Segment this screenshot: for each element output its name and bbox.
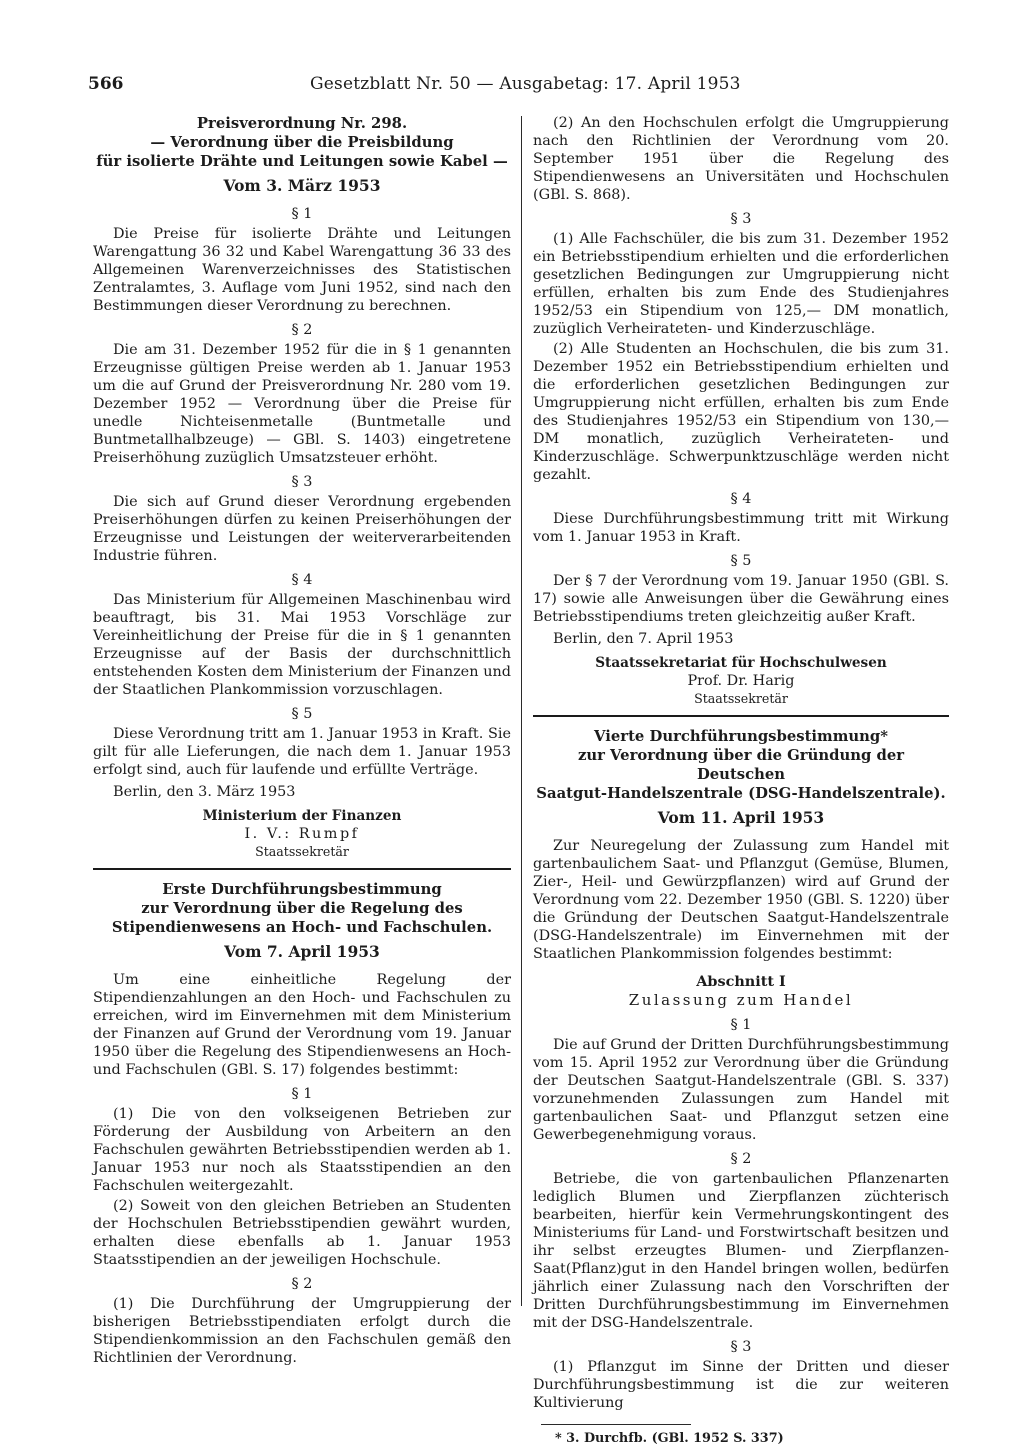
doc-title [533,727,949,803]
doc-title-line: zur Verordnung über die Regelung des [141,900,463,917]
signature-role: Staatssekretär [255,844,349,859]
section-text: (2) Alle Studenten an Hochschulen, die bis zum 31. Dezember 1952 ein Betriebsstipendium erhielten und die erforderlichen gesetzlichen Bedingungen zur Umgruppierung nicht erfüllen, erhalten bis zum Ende des Studienjahres 1952/53 ein Stipendium von 130,— DM monatlich, zuzüglich Verheirateten- und Kinderzuschläge. Schwerpunktzuschläge werden nicht gezahlt. [533,341,949,483]
doc-title [93,114,511,171]
section-label: § 1 [291,206,313,222]
chapter-title: Zulassung zum Handel [628,991,854,1009]
section-text: Die Preise für isolierte Drähte und Leitungen Warengattung 36 32 und Kabel Warengattung 36 33 des Allgemeinen Warenverzeichnisses des Statistischen Zentralamtes, 3. Auflage vom Juni 1952, sind nach den Bestimmungen dieser Verordnung zu berechnen. [93,226,511,314]
section-label: § 4 [291,572,313,588]
doc-date: Vom 7. April 1953 [224,942,380,961]
page-number: 566 [88,74,124,94]
doc-title [93,880,511,937]
right-column [533,114,949,1447]
doc-title-line: für isolierte Drähte und Leitungen sowie Kabel — [96,153,508,170]
section-text: Die am 31. Dezember 1952 für die in § 1 genannten Erzeugnisse gültigen Preise werden ab 1. Januar 1953 um die auf Grund der Preisverordnung Nr. 280 vom 19. Dezember 1952 — Verordnung über die Preise für unedle Nichteisenmetalle (Buntmetalle und Buntmetallhalbzeuge) — GBl. S. 1403) eingetretene Preiserhöhung zuzüglich Umsatzsteuer erhöht. [93,342,511,466]
running-head: Gesetzblatt Nr. 50 — Ausgabetag: 17. April 1953 [310,74,741,94]
stipend-regulation-part1 [93,880,511,1367]
doc-title-line: Preisverordnung Nr. 298. [196,115,408,132]
doc-title-line: Stipendienwesens an Hoch- und Fachschulen. [111,919,493,936]
doc-date: Vom 3. März 1953 [223,176,381,195]
place-date: Berlin, den 3. März 1953 [113,784,296,800]
section-label: § 2 [730,1151,752,1167]
preamble: Um eine einheitliche Regelung der Stipendienzahlungen an den Hoch- und Fachschulen zu erreichen, wird im Einvernehmen mit dem Ministerium der Finanzen auf Grund der Verordnung vom 19. Januar 1950 über die Regelung des Stipendienwesens an Hoch- und Fachschulen (GBl. S. 17) folgendes bestimmt: [93,972,511,1078]
signature-name: I. V.: Rumpf [244,826,360,842]
page-header [88,74,948,100]
section-text: (2) Soweit von den gleichen Betrieben an Studenten der Hochschulen Betriebsstipendien gewährt wurden, erhalten diese ebenfalls ab 1. Januar 1953 Staatsstipendien an der jeweiligen Hochschule. [93,1198,511,1268]
section-text: Das Ministerium für Allgemeinen Maschinenbau wird beauftragt, bis 31. Mai 1953 Vorschläge zur Vereinheitlichung der Preise für die in § 1 genannten Erzeugnisse auf der Basis der durchschnittlich entstehenden Kosten dem Ministerium der Finanzen und der Staatlichen Plankommission vorzuschlagen. [93,592,511,698]
section-text: Betriebe, die von gartenbaulichen Pflanzenarten lediglich Blumen und Zierpflanzen züchterisch bearbeiten, hierfür kein Vermehrungskontingent des Ministeriums für Land- und Forstwirtschaft besitzen und ihr selbst erzeugtes Blumen- und Zierpflanzen-Saat(Pflanz)gut in den Handel bringen wollen, bedürfen jährlich einer Zulassung nach den Vorschriften der Dritten Durchführungsbestimmung im Einvernehmen mit der DSG-Handelszentrale. [533,1171,949,1331]
section-text: Die sich auf Grund dieser Verordnung ergebenden Preiserhöhungen dürfen zu keinen Preiserhöhungen der Erzeugnisse und Leistungen der weiterverarbeitenden Industrie führen. [93,494,511,564]
signature-name: Prof. Dr. Harig [687,673,795,689]
signature-org: Ministerium der Finanzen [202,808,402,824]
place-date: Berlin, den 7. April 1953 [553,631,734,647]
section-text: (1) Alle Fachschüler, die bis zum 31. Dezember 1952 ein Betriebsstipendium erhielten und die erforderlichen gesetzlichen Bedingungen zur Umgruppierung nicht erfüllen, erhalten bis zum Ende des Studienjahres 1952/53 ein Stipendium von 125,— DM monatlich, zuzüglich Verheirateten- und Kinderzuschläge. [533,231,949,337]
column-divider [521,116,522,1306]
doc-title-line: zur Verordnung über die Gründung der Deutschen [577,747,905,783]
signature-role: Staatssekretär [694,691,788,706]
left-column [93,114,511,1367]
section-label: § 2 [291,1276,313,1292]
section-label: § 3 [291,474,313,490]
doc-title-line: Erste Durchführungsbestimmung [162,881,442,898]
doc-title-line: Saatgut-Handelszentrale (DSG-Handelszentrale). [536,785,946,802]
section-text: (2) An den Hochschulen erfolgt die Umgruppierung nach den Richtlinien der Verordnung vom 20. September 1951 über die Regelung des Stipendienwesens an Universitäten und Hochschulen (GBl. S. 868). [533,115,949,203]
doc-date: Vom 11. April 1953 [657,808,825,827]
section-text: Diese Durchführungsbestimmung tritt mit Wirkung vom 1. Januar 1953 in Kraft. [533,511,949,545]
document-separator [93,868,511,870]
section-label: § 3 [730,211,752,227]
section-label: § 2 [291,322,313,338]
section-text: Die auf Grund der Dritten Durchführungsbestimmung vom 15. April 1952 zur Verordnung über die Gründung der Deutschen Saatgut-Handelszentrale (GBl. S. 337) vorzunehmenden Zulassungen zum Handel mit gartenbaulichen Saat- und Pflanzgut setzen eine Gewerbegenehmigung voraus. [533,1037,949,1143]
doc-title-line: — Verordnung über die Preisbildung [150,134,454,151]
preamble: Zur Neuregelung der Zulassung zum Handel mit gartenbaulichem Saat- und Pflanzgut (Gemüse, Blumen, Zier-, Heil- und Gewürzpflanzen) wird auf Grund der Verordnung vom 22. Dezember 1950 (GBl. S. 1220) über die Gründung der Deutschen Saatgut-Handelszentrale (DSG-Handelszentrale) im Einvernehmen mit der Staatlichen Plankommission folgendes bestimmt: [533,838,949,962]
signature-org: Staatssekretariat für Hochschulwesen [595,655,887,671]
document-separator [533,715,949,717]
stipend-regulation-part2 [533,114,949,707]
price-ordinance-298 [93,114,511,860]
section-text: (1) Die Durchführung der Umgruppierung der bisherigen Betriebsstipendiaten erfolgt durch die Stipendienkommission an den Fachschulen gemäß den Richtlinien der Verordnung. [93,1296,511,1366]
section-label: § 5 [730,553,752,569]
doc-title-line: Vierte Durchführungsbestimmung* [594,728,888,745]
section-label: § 5 [291,706,313,722]
section-text: (1) Die von den volkseigenen Betrieben zur Förderung der Ausbildung von Arbeitern an den Fachschulen gewährten Betriebsstipendien werden ab 1. Januar 1953 nur noch als Staatsstipendien an den Fachschulen weitergezahlt. [93,1106,511,1194]
footnote: * 3. Durchfb. (GBl. 1952 S. 337) [555,1431,784,1446]
section-label: § 4 [730,491,752,507]
section-text: Der § 7 der Verordnung vom 19. Januar 1950 (GBl. S. 17) sowie alle Anweisungen über die Gewährung eines Betriebsstipendiums treten gleichzeitig außer Kraft. [533,573,949,625]
section-label: § 1 [730,1017,752,1033]
section-text: (1) Pflanzgut im Sinne der Dritten und dieser Durchführungsbestimmung ist die zur weiteren Kultivierung [533,1359,949,1411]
footnote-rule [541,1424,691,1425]
section-text: Diese Verordnung tritt am 1. Januar 1953 in Kraft. Sie gilt für alle Lieferungen, die nach dem 1. Januar 1953 erfolgt sind, auch für laufende und erfüllte Verträge. [93,726,511,778]
chapter-heading: Abschnitt I [696,973,786,990]
section-label: § 1 [291,1086,313,1102]
dsg-regulation [533,727,949,1447]
section-label: § 3 [730,1339,752,1355]
